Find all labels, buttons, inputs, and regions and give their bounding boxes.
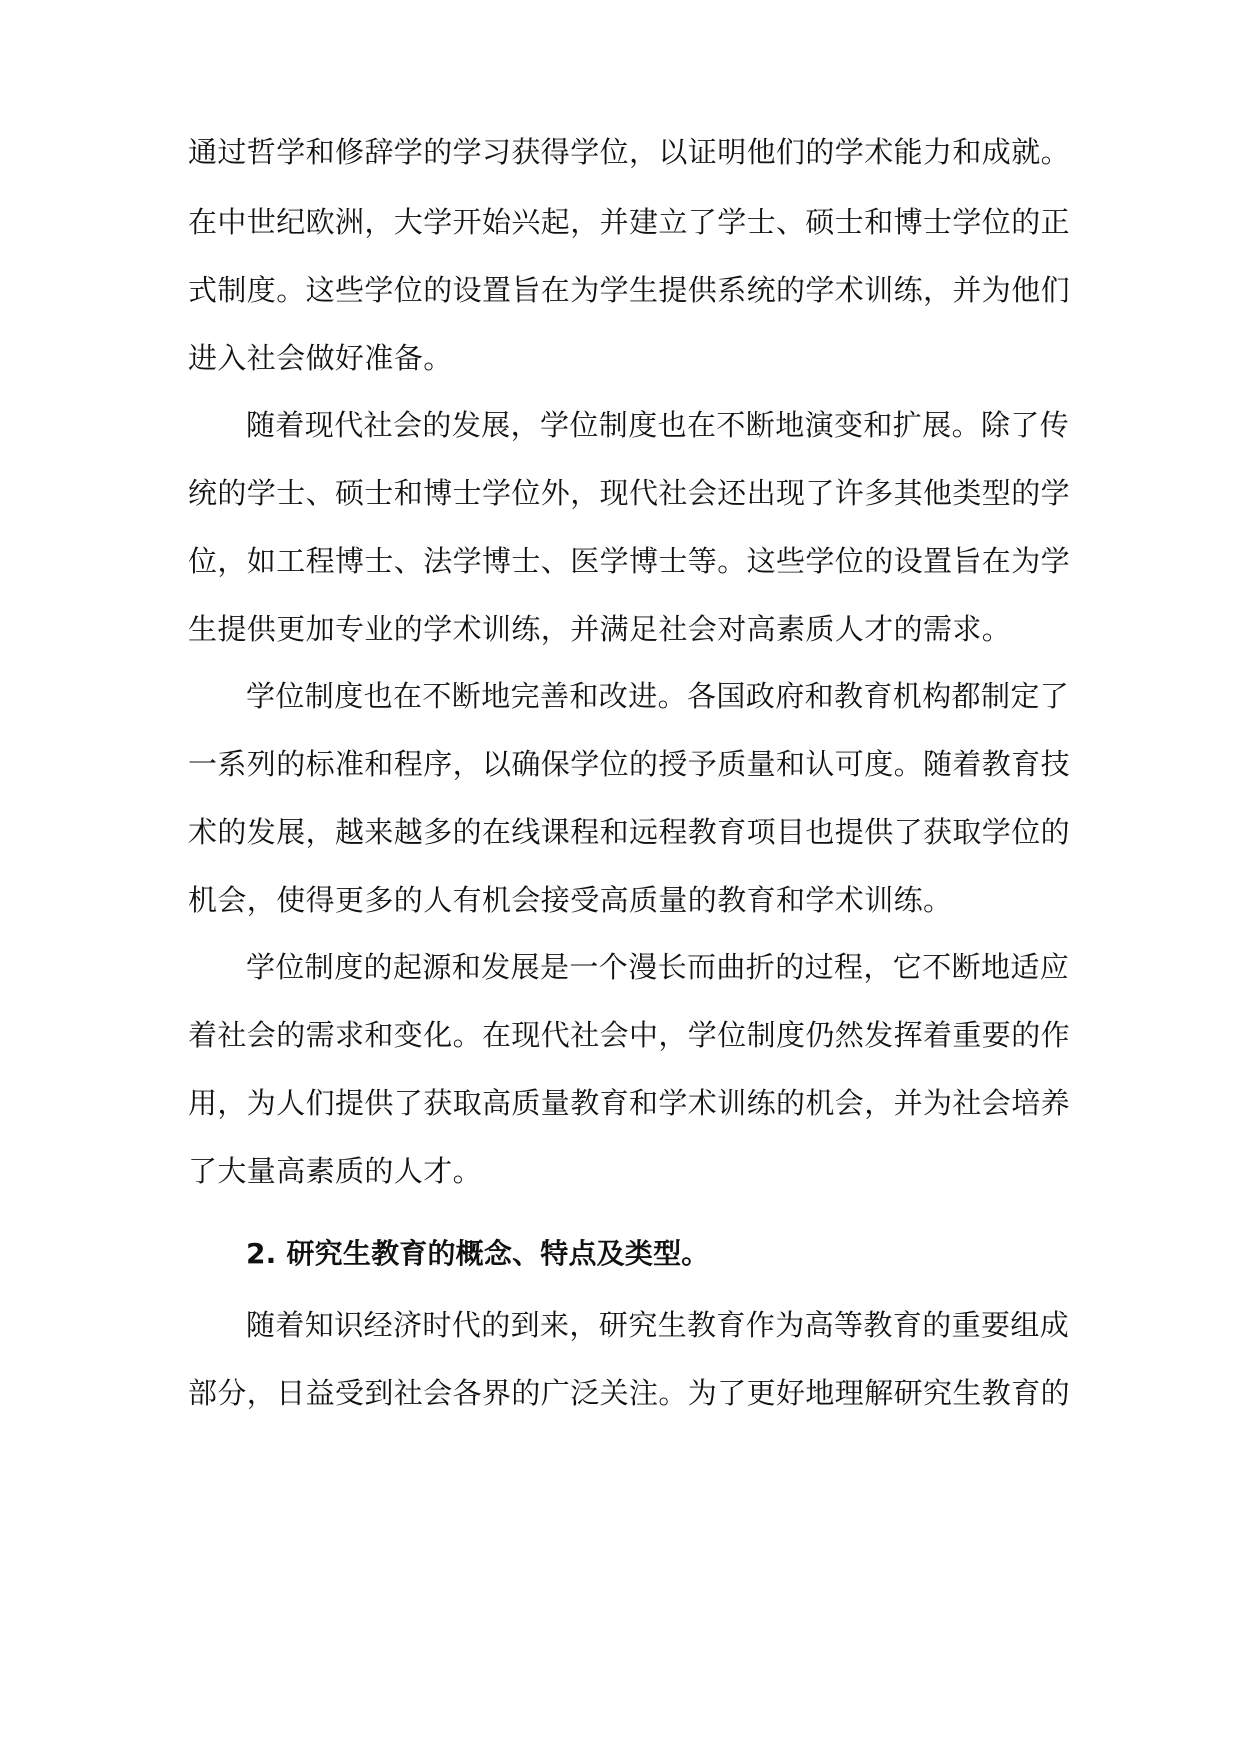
text-line: 用，为人们提供了获取高质量教育和学术训练的机会，并为社会培养	[188, 1086, 1071, 1120]
text-line: 部分，日益受到社会各界的广泛关注。为了更好地理解研究生教育的	[188, 1376, 1071, 1410]
paragraph-first-line: 随着现代社会的发展，学位制度也在不断地演变和扩展。除了传	[246, 408, 1070, 442]
text-line: 着社会的需求和变化。在现代社会中，学位制度仍然发挥着重要的作	[188, 1018, 1071, 1052]
text-line: 生提供更加专业的学术训练，并满足社会对高素质人才的需求。	[188, 612, 1012, 646]
paragraph-first-line: 学位制度也在不断地完善和改进。各国政府和教育机构都制定了	[246, 679, 1070, 713]
section-heading: 2. 研究生教育的概念、特点及类型。	[246, 1237, 710, 1270]
text-line: 进入社会做好准备。	[188, 341, 453, 375]
text-line: 一系列的标准和程序，以确保学位的授予质量和认可度。随着教育技	[188, 747, 1071, 781]
text-line: 统的学士、硕士和博士学位外，现代社会还出现了许多其他类型的学	[188, 476, 1071, 510]
text-line: 通过哲学和修辞学的学习获得学位，以证明他们的学术能力和成就。	[188, 135, 1071, 169]
paragraph-first-line: 学位制度的起源和发展是一个漫长而曲折的过程，它不断地适应	[246, 950, 1070, 984]
text-line: 机会，使得更多的人有机会接受高质量的教育和学术训练。	[188, 883, 953, 917]
text-line: 在中世纪欧洲，大学开始兴起，并建立了学士、硕士和博士学位的正	[188, 205, 1071, 239]
text-line: 术的发展，越来越多的在线课程和远程教育项目也提供了获取学位的	[188, 815, 1071, 849]
paragraph-first-line: 随着知识经济时代的到来，研究生教育作为高等教育的重要组成	[246, 1308, 1070, 1342]
text-line: 了大量高素质的人才。	[188, 1154, 483, 1188]
text-line: 式制度。这些学位的设置旨在为学生提供系统的学术训练，并为他们	[188, 273, 1071, 307]
text-line: 位，如工程博士、法学博士、医学博士等。这些学位的设置旨在为学	[188, 544, 1071, 578]
